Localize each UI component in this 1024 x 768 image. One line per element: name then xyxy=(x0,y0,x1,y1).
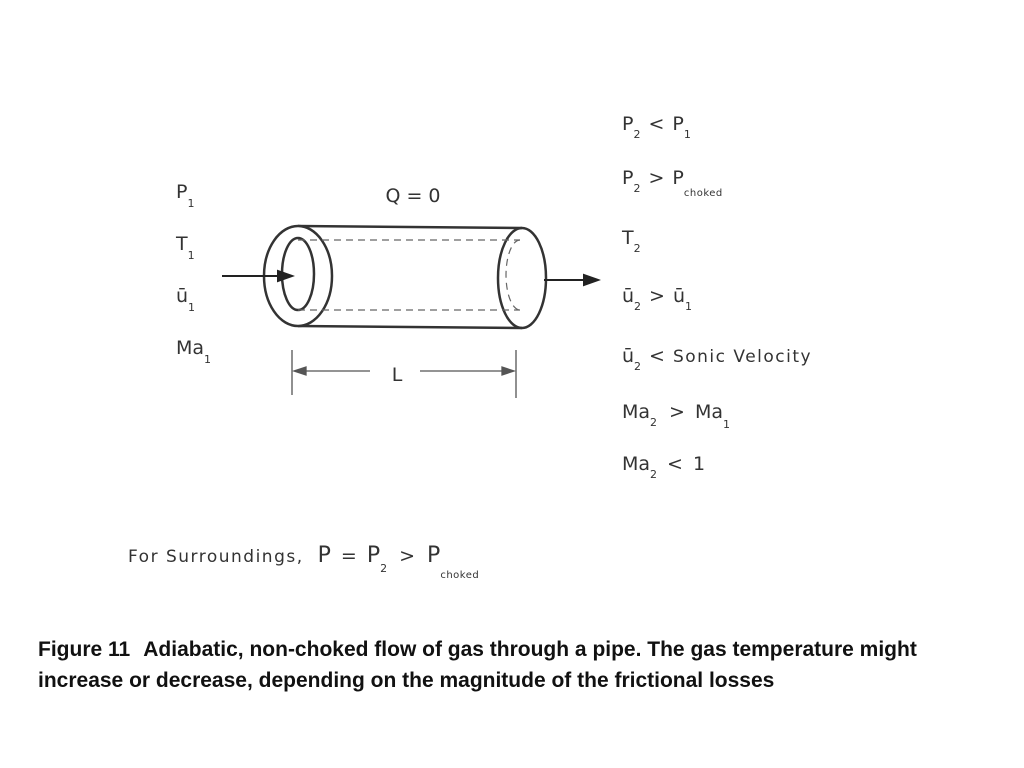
equation-term: P xyxy=(427,543,441,568)
inlet-arrow xyxy=(222,271,292,281)
inlet-var-sub: 1 xyxy=(187,197,195,210)
svg-text:ū1 xyxy=(176,285,195,314)
length-label: L xyxy=(391,364,403,386)
equation-term: > xyxy=(648,167,665,189)
pipe xyxy=(264,226,546,328)
equation-term: 2 xyxy=(380,562,388,575)
inlet-var: Ma xyxy=(176,337,205,359)
heat-transfer-label: Q = 0 xyxy=(385,185,441,207)
equation-term: < xyxy=(649,345,665,367)
equation-term: choked xyxy=(440,570,480,581)
svg-text:P2<P1 xyxy=(622,113,691,141)
equation-term: ū xyxy=(622,345,635,367)
equation-term: P xyxy=(622,113,634,135)
equation-term: P xyxy=(317,543,331,568)
svg-text:P1 xyxy=(176,181,194,210)
inlet-var: ū xyxy=(176,285,189,307)
equation-term: 1 xyxy=(685,300,693,313)
equation-term: 2 xyxy=(633,182,641,195)
svg-text:P2>Pchoked xyxy=(622,167,723,199)
equation-term: 2 xyxy=(633,128,641,141)
inlet-var-sub: 1 xyxy=(188,301,196,314)
equation-term: Sonic Velocity xyxy=(672,347,813,367)
equation-term: P xyxy=(672,167,684,189)
inlet-var: T xyxy=(176,233,188,255)
svg-text:Ma2>Ma1 xyxy=(622,401,730,431)
figure-caption xyxy=(38,634,998,696)
equation-term: 2 xyxy=(650,416,658,429)
equation-term: 1 xyxy=(692,453,706,475)
equation-term: P xyxy=(672,113,684,135)
equation-term: choked xyxy=(683,188,723,199)
equation-term: > xyxy=(649,285,665,307)
equation-term: < xyxy=(667,453,683,475)
equation-term: < xyxy=(648,113,665,135)
equation-term: ū xyxy=(672,285,686,307)
outlet-conditions xyxy=(621,113,812,481)
caption-text: Adiabatic, non-choked flow of gas through a pipe. The gas temperature might increase or decrease, depending on the magnitude of the frictional losses xyxy=(38,638,917,692)
equation-term: 2 xyxy=(633,242,641,255)
equation-term: 2 xyxy=(634,300,642,313)
equation-term: = xyxy=(340,545,357,567)
surroundings-condition xyxy=(128,543,479,581)
equation-term: 1 xyxy=(683,128,691,141)
equation-term: 1 xyxy=(723,418,731,431)
equation-term: Ma xyxy=(622,453,651,475)
equation-term: T xyxy=(622,227,634,249)
equation-term: Ma xyxy=(694,401,724,423)
svg-text:T1 xyxy=(175,233,195,262)
equation-term: Ma xyxy=(622,401,651,423)
inlet-var: P xyxy=(176,181,188,203)
equation-term: > xyxy=(399,545,416,567)
length-dimension xyxy=(292,350,516,398)
svg-text:T2 xyxy=(621,227,641,255)
outlet-arrow xyxy=(544,275,598,285)
inlet-conditions xyxy=(175,181,211,366)
equation-term: For Surroundings, xyxy=(128,547,304,567)
svg-text:ū2>ū1 xyxy=(622,285,692,313)
equation-term: P xyxy=(622,167,634,189)
svg-text:Ma2<1 xyxy=(622,453,705,481)
inlet-var-sub: 1 xyxy=(204,353,212,366)
equation-term: 2 xyxy=(650,468,658,481)
svg-text:Ma1 xyxy=(176,337,211,366)
inlet-var-sub: 1 xyxy=(187,249,195,262)
equation-term: 2 xyxy=(634,360,642,373)
equation-term: > xyxy=(669,401,685,423)
equation-term: P xyxy=(366,543,381,568)
figure-label: Figure 11 xyxy=(38,638,131,661)
equation-term: ū xyxy=(622,285,635,307)
svg-text:ū2<Sonic Velocity xyxy=(622,345,812,373)
